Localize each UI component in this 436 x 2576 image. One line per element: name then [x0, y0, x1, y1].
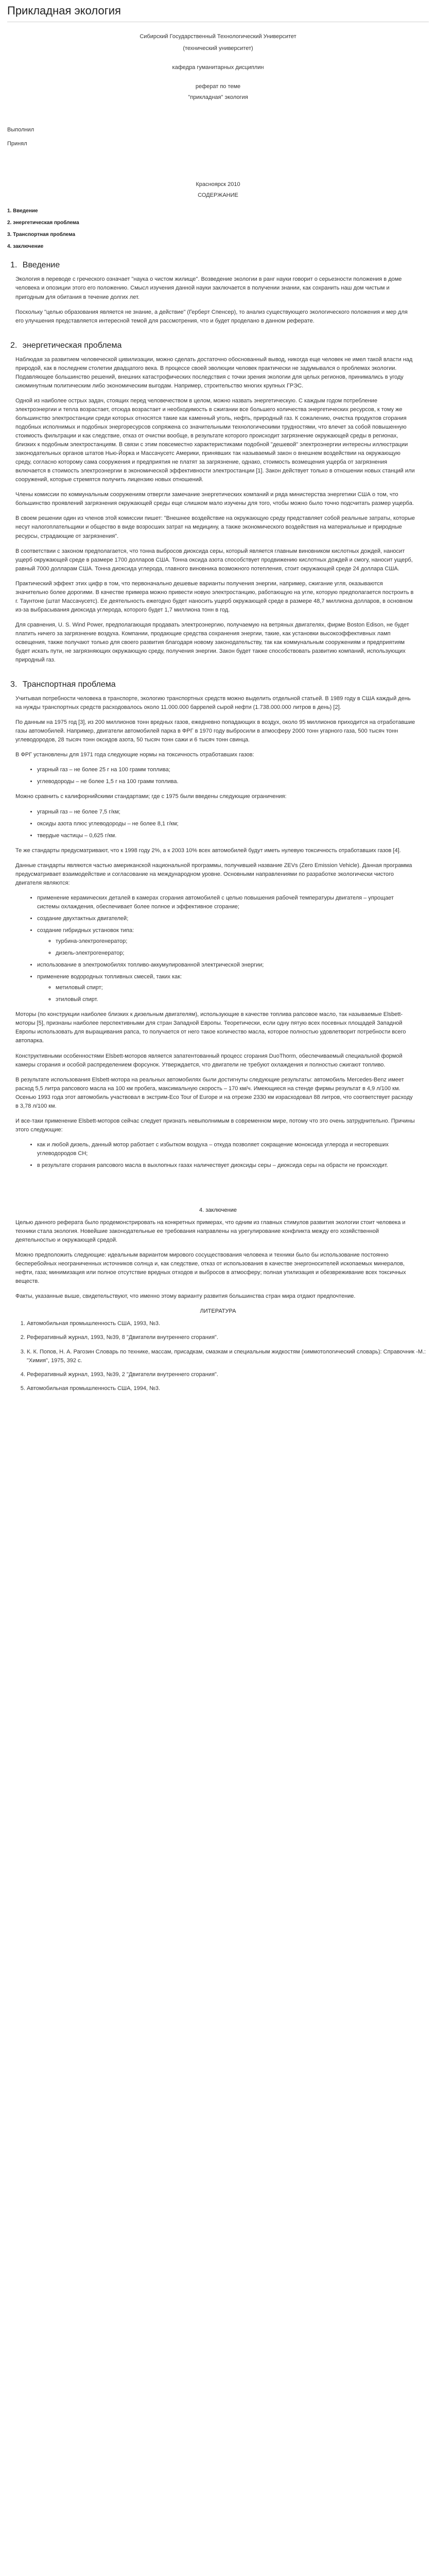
paragraph: Те же стандарты предусматривают, что к 1998 году 2%, а к 2003 10% всех автомобилей будут иметь нулевую токсичность отработавших газов [4]. [15, 847, 401, 854]
section-heading-energy [10, 341, 429, 350]
page-title: Прикладная экология [7, 4, 429, 22]
paragraph: Поскольку "целью образования является не знание, а действие" (Герберт Спенсер), то анализ существующего экологического положения и мер для его улучшения представляется интересной темой для рассмотрения, что и будет проделано в данном реферате. [15, 309, 408, 324]
list-item-text: применение водородных топливных смесей, таких как: [37, 974, 182, 980]
norms-california-list [28, 808, 416, 840]
paragraph: Целью данного реферата было продемонстрировать на конкретных примерах, что одним из главных стимулов развития экологии стоит человека и техники стала экология. Новейшие законодательные ее требования направлены на урегулирование конфликта между его хозяйственной деятельностью и окружающей средой. [15, 1219, 406, 1244]
literature-item: 3. К. К. Попов, Н. А. Рагозин Словарь по технике, массам, присадкам, смазкам и специальным жидкостям (химмотологический словарь): Справочник -М.: "Химия", 1975, 392 с. [27, 1348, 429, 1365]
literature-item: 4. Реферативный журнал, 1993, №39, 2 "Двигатели внутреннего сгорания". [27, 1370, 429, 1379]
paragraph: Факты, указанные выше, свидетельствуют, что именно этому варианту развития большинства стран мира отдают предпочтение. [15, 1293, 356, 1300]
contents-title: СОДЕРЖАНИЕ [198, 192, 238, 199]
list-item: • углеводороды – не более 1,5 г на 100 грамм топлива. [37, 777, 416, 786]
paragraph: Моторы (по конструкции наиболее близких к дизельным двигателям), использующие в качестве топлива рапсовое масло, так называемые Elsbett-моторы [5], признаны наиболее перспективными для стран Западной Европы. Теоретически, если одну пятую всех посевных площадей Западной Европы использовать для выращивания рапса, то получается от него такое количество масла, которое полностью удовлетворит потребности всего автопарка. [15, 1011, 406, 1044]
section-energy-body [7, 355, 429, 665]
list-item: • угарный газ – не более 25 г на 100 грамм топлива; [37, 766, 416, 774]
toc-item: 2. энергетическая проблема [7, 220, 79, 226]
toc-item: 4. заключение [7, 244, 44, 250]
list-item: • угарный газ – не более 7,5 г/км; [37, 808, 416, 817]
literature-item: 5. Автомобильная промышленность США, 1994, №3. [27, 1384, 429, 1393]
paragraph: Можно предположить следующие: идеальным вариантом мирового сосуществования человека и техники было бы использование постоянно бесперебойных неограниченных источников солнца и, как следствие, отказ от использования в качестве энергоносителей ископаемых минералов, нефти, газа; минимизация или полное отсутствие вредных отходов и выбросов в атмосферу; полная утилизация и обезвреживание всех токсичных веществ. [15, 1252, 406, 1285]
department-name: кафедра гуманитарных дисциплин [172, 64, 264, 71]
literature-item: 2. Реферативный журнал, 1993, №39, 8 "Двигатели внутреннего сгорания". [27, 1333, 429, 1342]
list-item [37, 926, 416, 958]
list-item: ◦ турбина-электрогенератор; [56, 937, 416, 946]
list-item: • в результате сгорания рапсового масла в выхлопных газах наличествует диоксиды серы – диоксида серы на обрасти не происходит. [37, 1161, 416, 1170]
section-title: Введение [22, 261, 60, 270]
paragraph: Данные стандарты являются частью американской национальной программы, получившей название ZEVs (Zero Emission Vehicle). Данная программа предусматривает взаимодействие и согласование на международном уровне. Основными направлениями по разработке экологически чистого двигателя являются: [15, 862, 412, 886]
list-item-text: создание гибридных установок типа: [37, 927, 134, 934]
paragraph: Можно сравнить с калифорнийскими стандартами; где с 1975 были введены следующие ограничения: [15, 793, 287, 800]
list-item: ◦ дизель-электрогенератор; [56, 949, 416, 958]
section-intro-body [7, 275, 429, 325]
reasons-list [28, 1141, 416, 1170]
paragraph: В результате использования Elsbett-мотора на реальных автомобилях были достигнуты следующие результаты: автомобиль Mercedes-Benz имеет расход 5,5 литра рапсового масла на 100 км пробега, максимальную скорость – 170 км/ч. Имеющиеся на стенде фирмы результат в 4,9 л/100 км. Осенью 1993 года этот автомобиль участвовал в экстрим-Eco Tour of Europe и на отрезке 2330 км израсходовал 88 литров, что соответствует расходу в 3,78 л/100 км. [15, 1076, 413, 1109]
accepted-by-label: Принял [7, 141, 27, 147]
section-heading-intro [10, 261, 429, 270]
title-page [7, 25, 429, 200]
section-number: 4. [199, 1207, 204, 1214]
section-number: 2. [10, 341, 18, 350]
section-conclusion-body [7, 1218, 429, 1301]
list-item [37, 973, 416, 1004]
paragraph: И все-таки применение Elsbett-моторов сейчас следует признать невыполнимым в современном мире, потому что это очень затруднительно. Причины этого следующие: [15, 1117, 415, 1133]
section-transport-body [7, 694, 429, 1170]
list-item: ◦ этиловый спирт. [56, 995, 416, 1004]
literature-heading: ЛИТЕРАТУРА [200, 1308, 236, 1315]
city-year: Красноярск 2010 [196, 181, 240, 188]
paragraph: В своем решении один из членов этой комиссии пишет: "Внешнее воздействие на окружающую среду представляет собой реальные затраты, которые несут налогоплательщики и общество в виде возросших затрат на медицину, а также экономического воздействия на материальные и природные ресурсы, страдающие от загрязнения". [15, 515, 415, 539]
list-item: • оксиды азота плюс углеводороды – не более 8,1 г/км; [37, 820, 416, 828]
section-title: энергетическая проблема [22, 341, 122, 350]
essay-theme: "прикладная" экология [188, 94, 248, 101]
section-heading-transport [10, 680, 429, 689]
list-item: • применение керамических деталей в камерах сгорания автомобилей с целью повышения рабочей температуры двигателя – упрощает системы охлаждения, обеспечивает более полное и эффективное сгорание; [37, 894, 416, 911]
list-item: ◦ метиловый спирт; [56, 984, 416, 992]
literature-item: 1. Автомобильная промышленность США, 1993, №3. [27, 1319, 429, 1328]
list-item: • твердые частицы – 0,625 г/км. [37, 832, 416, 840]
paragraph: Члены комиссии по коммунальным сооружениям отвергли замечание энергетических компаний и ряда министерства энергетики США о том, что большинство проявлений загрязнения окружающей среды еще слишком мало изучены для того, чтобы можно было точно подсчитать размер ущерба. [15, 492, 414, 507]
list-item: • использование в электромобилях топливо-аккумулированной электрической энергии; [37, 961, 416, 970]
done-by-label: Выполнил [7, 127, 34, 133]
university-name: Сибирский Государственный Технологический Университет [139, 33, 297, 40]
literature-list [7, 1319, 429, 1393]
section-number: 1. [10, 261, 18, 270]
norms-1971-list [28, 766, 416, 786]
paragraph: Наблюдая за развитием человеческой цивилизации, можно сделать достаточно обоснованный вывод, никогда еще человек не имел такой власти над природой, как в последнем столетии двадцатого века. В процессе своей эволюции человек практически не задумывался о проблемах экологии. Подавляющее большинство решений, внешних катастрофических последствия с точки зрения экологии для целых регионов, принимались в угоду сиюминутным политическим либо экономическим выгодам. Например, строительство многих крупных ГРЭС. [15, 356, 413, 389]
list-item: • как и любой дизель, данный мотор работает с избытком воздуха – откуда позволяет сокращение моноксида углерода и несгоревших углеводородов СН; [37, 1141, 416, 1158]
section-title: Транспортная проблема [22, 680, 116, 689]
section-heading-conclusion [7, 1207, 429, 1213]
paragraph: В соответствии с законом предполагается, что тонна выбросов диоксида серы, который является главным виновником кислотных дождей, наносит ущерб окружающей среде в размере 1700 долларов США. Тонна оксида азота способствует продвижению кислотных дождей и смогу, наносит ущерб, равный 7000 долларам США. Тонна диоксида углерода, главного виновника возможного потепления, стоит окружающей среде 24 доллара США. [15, 548, 413, 572]
paragraph: Практический эффект этих цифр в том, что первоначально дешевые варианты получения энергии, например, сжигание угля, оказываются значительно более дорогими. В качестве примера можно привести новую электростанцию, работающую на угле, которую предполагается построить в г. Таунтоне (штат Массачусетс). Ее деятельность ежегодно будет наносить ущерб окружающей среде в размере 48,7 миллиона долларов, в основном из-за выбрасывания диоксида углерода, которого будет 1,7 миллиона тонн в год. [15, 580, 414, 613]
toc-item: 3. Транспортная проблема [7, 232, 76, 238]
paragraph: Экология в переводе с греческого означает "наука о чистом жилище". Возведение экологии в ранг науки говорит о серьезности положения в доме человека и опозиции этого его положению. Смысл изучения данной науки заключается в получении знании, как сохранить наш дом чистым и пригодным для обитания в течение долгих лет. [15, 276, 402, 300]
fuels-list [46, 984, 416, 1004]
paragraph: Для сравнения, U. S. Wind Power, предполагающая продавать электроэнергию, получаемую на ветряных двигателях, фирме Boston Edison, не будет платить ничего за загрязнение воздуха. Компании, продающие средства сохранения энергии, такие, как установки высокоэффективных ламп освещения, также получают только для своего развития благодаря новому законодательству, так как коммунальным сооружениям и предприятиям будет искать пути, не загрязняющих окружающую среду, получения энергии. Закон будет также способствовать развитию компаний, использующих природный газ. [15, 621, 409, 664]
paragraph: Конструктивными особенностями Elsbett-моторов является запатентованный процесс сгорания DuoThorm, обеспечиваемый специальной формой камеры сгорания и особой распределением форсунок. Утверждается, что двигатели не требуют охлаждения и полностью сжигают топливо. [15, 1053, 403, 1068]
list-item: • создание двухтактных двигателей; [37, 914, 416, 923]
table-of-contents [7, 208, 429, 249]
paragraph: Одной из наиболее острых задач, стоящих перед человечеством в целом, можно назвать энергетическую. С каждым годом потребление электроэнергии и тепла возрастает, отсюда возрастает и необходимость в сжигании все большего количества энергетических ресурсов, к тому же большинство электростанции среди которых относятся такие как каменный уголь, нефть, природный газ. К сожалению, очистка продуктов сгорания подобных исполнимых и подобных энергоресурсов сопряжена со значительными технологическими трудностями, что влечет за собой повышенную стоимость фильтрации и как следствие, отказ от очистки вообще, в результате которого происходит загрязнение окружающей среды в регионах, близких к подобным электростанциям. В связи с этим повсеместно характеристиками подобной "дешевой" электроэнергии интересны иллюстрации законодательных органов штатов Нью-Йорка и Массачусетс Америки, принявших так называемый закон о внешнем воздействии на окружающую среду, согласно которому сама сооружения и предприятия не платят за загрязнение, однако, стоимость возмещения ущерба от загрязнения включается в стоимость электроэнергии в экономической эффективности электростанции [1]. Закон действует только в отношении новых станций или сооружений, которые стремятся получить лицензию новых отношений. [15, 397, 415, 483]
hybrid-types-list [46, 937, 416, 958]
paragraph: Учитывая потребности человека в транспорте, экологию транспортных средств можно выделить отдельной статьей. В 1989 году в США каждый день на нужды транспортных средств расходовалось около 11.000.000 баррелей сырой нефти (1.738.000.000 литров в день) [2]. [15, 696, 411, 711]
section-title: заключение [205, 1207, 237, 1214]
university-subtitle: (технический университет) [183, 45, 253, 52]
toc-item: 1. Введение [7, 208, 38, 214]
paragraph: В ФРГ установлены для 1971 года следующие нормы на токсичность отработавших газов: [15, 752, 254, 758]
paragraph: По данным на 1975 год [3], из 200 миллионов тонн вредных газов, ежедневно попадающих в воздух, около 95 миллионов приходится на отработавшие газы автомобилей. Например, двигатели автомобилей парка в ФРГ в 1970 году выбросили в атмосферу 2000 тонн угарного газа, 500 тысяч тонн углеводородов, 28 тысяч тонн оксидов азота, 50 тысяч тонн сажи и 6 тысяч тонн свинца. [15, 719, 415, 743]
essay-label: реферат по теме [195, 83, 241, 90]
section-number: 3. [10, 680, 18, 689]
directions-list [28, 894, 416, 1004]
